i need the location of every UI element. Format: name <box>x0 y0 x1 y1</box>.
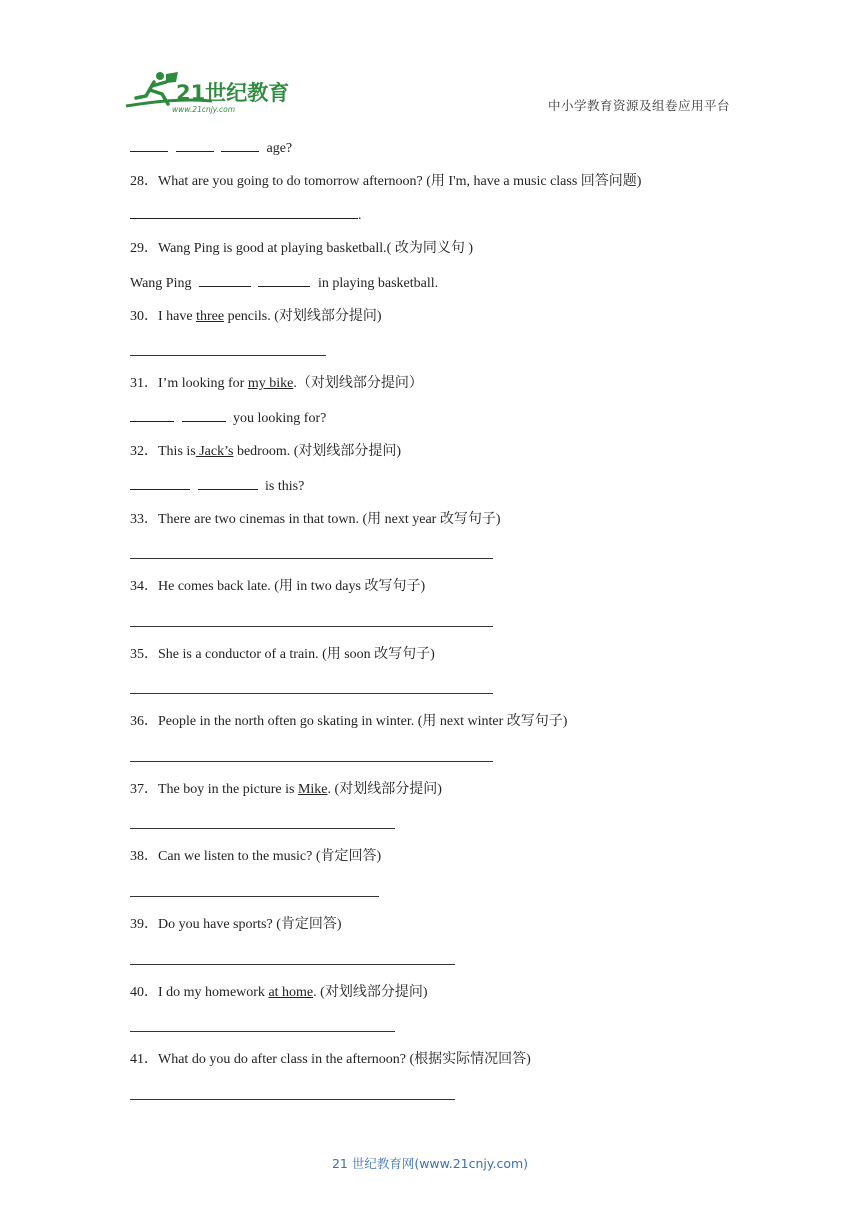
q37-answer-line[interactable] <box>130 828 395 829</box>
site-logo <box>122 68 292 118</box>
question-37: 37．The boy in the picture is Mike. (对划线部分提问) <box>130 782 442 797</box>
question-30: 30．I have three pencils. (对划线部分提问) <box>130 309 382 324</box>
question-38: 38．Can we listen to the music? (肯定回答) <box>130 849 382 864</box>
question-28: 28．What are you going to do tomorrow afternoon? (用 I'm, have a music class 回答问题) <box>130 174 642 189</box>
platform-name: 中小学教育资源及组卷应用平台 <box>548 98 731 113</box>
q27-tail-text: age? <box>266 141 293 156</box>
q39-answer-line[interactable] <box>130 964 455 965</box>
answer-blank[interactable] <box>130 206 358 219</box>
q36-answer-line[interactable] <box>130 761 493 762</box>
question-33: 33．There are two cinemas in that town. (用 next year 改写句子) <box>130 512 501 527</box>
q34-answer-line[interactable] <box>130 626 493 627</box>
question-35: 35．She is a conductor of a train. (用 soon 改写句子) <box>130 647 435 662</box>
answer-blank[interactable] <box>130 139 168 152</box>
question-39: 39．Do you have sports? (肯定回答) <box>130 917 342 932</box>
q38-answer-line[interactable] <box>130 896 379 897</box>
answer-blank[interactable] <box>258 274 310 287</box>
question-29: 29．Wang Ping is good at playing basketball.( 改为同义句 ) <box>130 241 473 256</box>
q29-answer: Wang Ping in playing basketball. <box>130 276 439 291</box>
logo-url: www.21cnjy.com <box>172 105 236 114</box>
answer-blank[interactable] <box>182 409 226 422</box>
answer-blank[interactable] <box>130 477 190 490</box>
logo-text: 21世纪教育 <box>176 81 290 105</box>
question-31: 31．I’m looking for my bike.（对划线部分提问） <box>130 376 423 391</box>
question-32: 32．This is Jack’s bedroom. (对划线部分提问) <box>130 444 402 459</box>
q28-answer: . <box>130 206 362 225</box>
answer-blank[interactable] <box>198 477 258 490</box>
page-footer[interactable]: 21 世纪教育网(www.21cnjy.com) <box>331 1156 529 1171</box>
q41-answer-line[interactable] <box>130 1099 455 1100</box>
page-header <box>0 0 860 130</box>
question-41: 41．What do you do after class in the afternoon? (根据实际情况回答) <box>130 1052 531 1067</box>
q30-answer-line[interactable] <box>130 355 326 356</box>
answer-blank[interactable] <box>199 274 251 287</box>
answer-blank[interactable] <box>176 139 214 152</box>
q33-answer-line[interactable] <box>130 558 493 559</box>
answer-blank[interactable] <box>130 409 174 422</box>
q32-answer: is this? <box>130 477 304 496</box>
q27-answer-line <box>130 139 292 158</box>
question-36: 36．People in the north often go skating in winter. (用 next winter 改写句子) <box>130 714 568 729</box>
question-34: 34．He comes back late. (用 in two days 改写句子) <box>130 579 426 594</box>
q31-answer: you looking for? <box>130 409 326 428</box>
q40-answer-line[interactable] <box>130 1031 395 1032</box>
question-40: 40．I do my homework at home. (对划线部分提问) <box>130 985 428 1000</box>
q35-answer-line[interactable] <box>130 693 493 694</box>
answer-blank[interactable] <box>221 139 259 152</box>
